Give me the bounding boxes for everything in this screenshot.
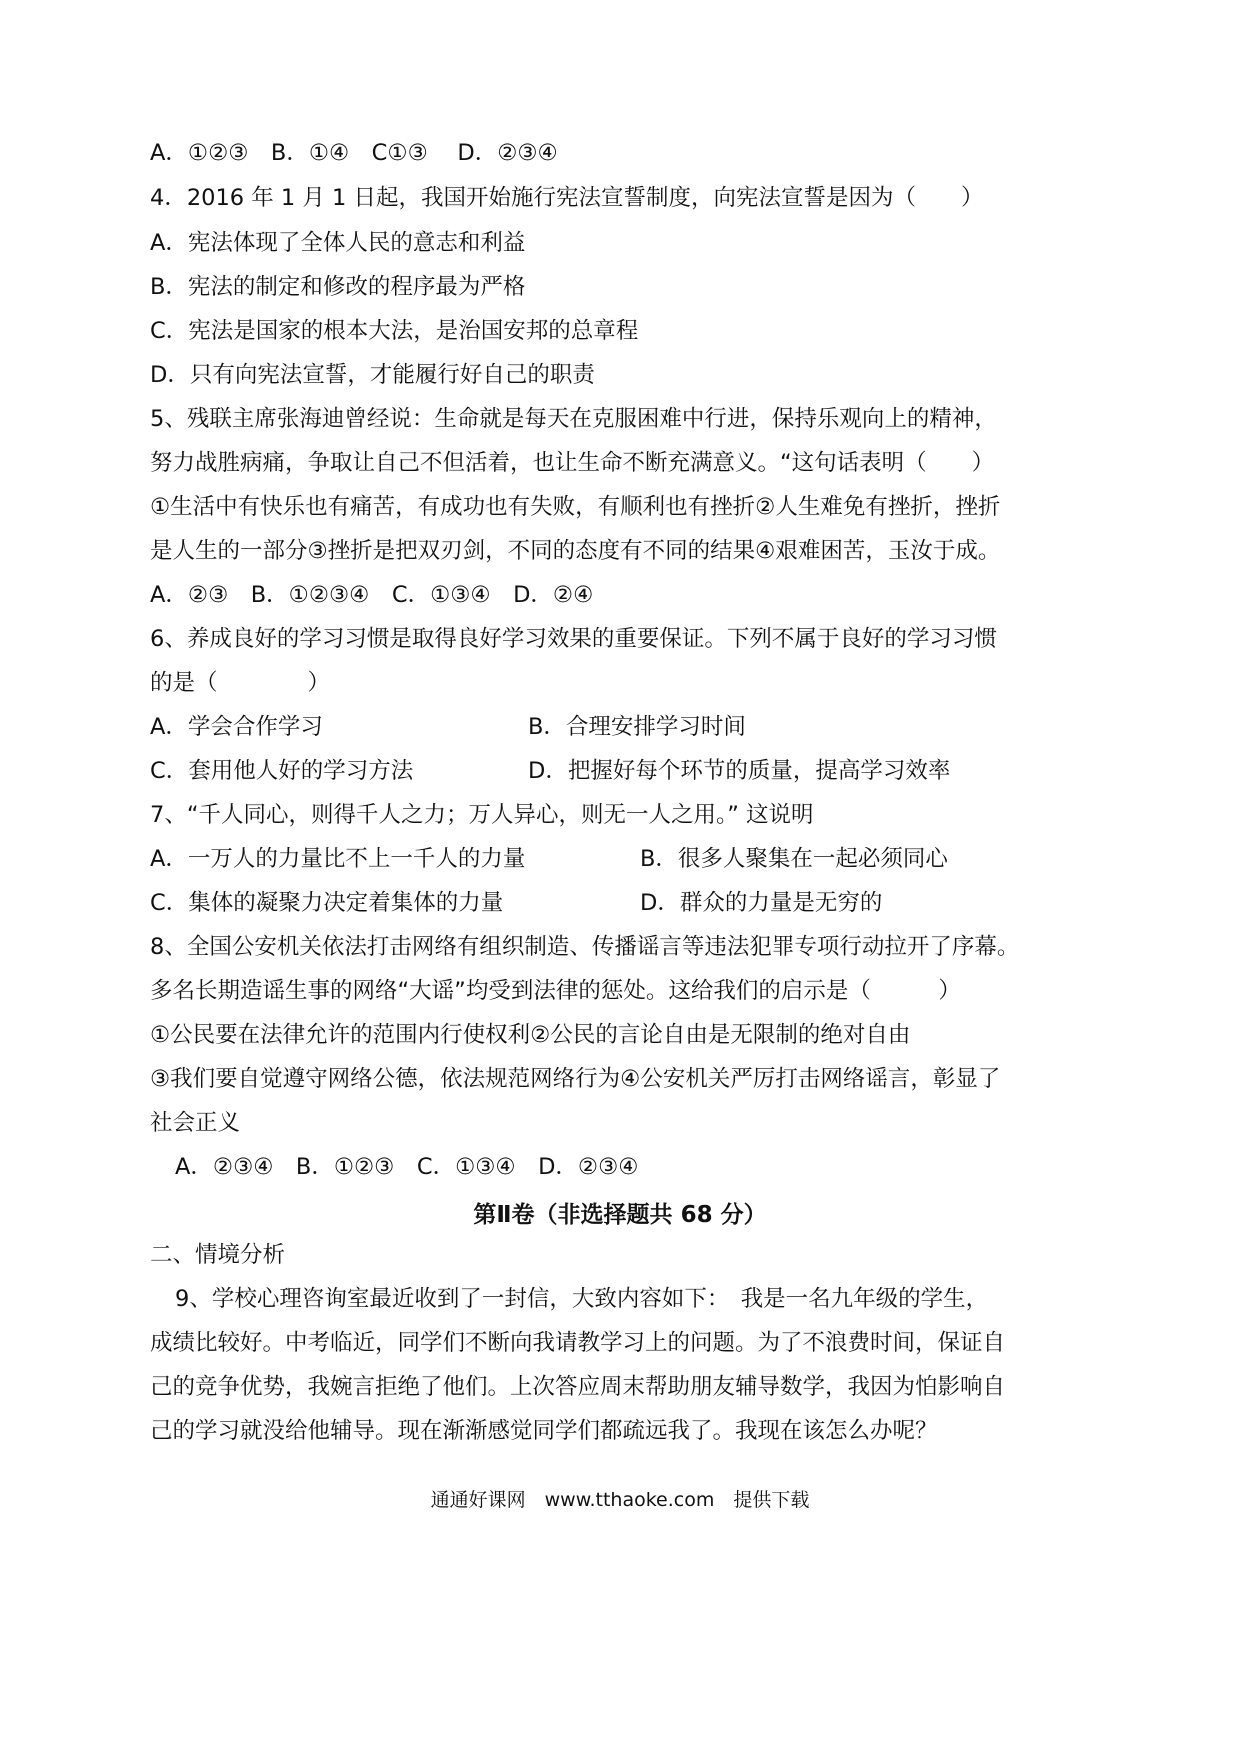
- q6-option-a: A．学会合作学习: [150, 714, 323, 740]
- q9-line1: 9、学校心理咨询室最近收到了一封信，大致内容如下： 我是一名九年级的学生，: [175, 1286, 989, 1312]
- q4-option-b: B．宪法的制定和修改的程序最为严格: [150, 274, 526, 300]
- q8-options: A．②③④ B．①②③ C．①③④ D．②③④: [175, 1154, 639, 1180]
- q6-stem-line1: 6、养成良好的学习习惯是取得良好学习效果的重要保证。下列不属于良好的学习习惯: [150, 626, 997, 652]
- q6-stem-line2: 的是（ ）: [150, 670, 331, 696]
- q4-option-a: A．宪法体现了全体人民的意志和利益: [150, 230, 526, 256]
- q9-line4: 己的学习就没给他辅导。现在渐渐感觉同学们都疏远我了。我现在该怎么办呢？: [150, 1418, 938, 1444]
- q6-option-b: B．合理安排学习时间: [528, 714, 746, 740]
- q5-stem-line1: 5、残联主席张海迪曾经说：生命就是每天在克服困难中行进，保持乐观向上的精神，: [150, 406, 997, 432]
- q5-stem-line2: 努力战胜病痛，争取让自己不但活着，也让生命不断充满意义。“这句话表明（ ）: [150, 450, 995, 476]
- q9-line2: 成绩比较好。中考临近，同学们不断向我请教学习上的问题。为了不浪费时间，保证自: [150, 1330, 1006, 1356]
- q8-statements-line2: ③我们要自觉遵守网络公德，依法规范网络行为④公安机关严厉打击网络谣言，彰显了: [150, 1066, 1001, 1092]
- q7-option-c: C．集体的凝聚力决定着集体的力量: [150, 890, 504, 916]
- q9-line3: 己的竞争优势，我婉言拒绝了他们。上次答应周末帮助朋友辅导数学，我因为怕影响自: [150, 1374, 1006, 1400]
- q5-statements-line1: ①生活中有快乐也有痛苦，有成功也有失败，有顺利也有挫折②人生难免有挫折，挫折: [150, 494, 1001, 520]
- q8-statements-line3: 社会正义: [150, 1110, 241, 1136]
- q3-options: A．①②③ B．①④ C①③ D．②③④: [150, 140, 558, 166]
- q6-option-c: C．套用他人好的学习方法: [150, 758, 414, 784]
- q4-option-c: C．宪法是国家的根本大法，是治国安邦的总章程: [150, 318, 639, 344]
- section-title: 第Ⅱ卷（非选择题共 68 分）: [473, 1202, 767, 1228]
- section-subheading: 二、情境分析: [150, 1242, 286, 1268]
- q8-stem-line2: 多名长期造谣生事的网络“大谣”均受到法律的惩处。这给我们的启示是（ ）: [150, 978, 961, 1004]
- q4-option-d: D．只有向宪法宣誓，才能履行好自己的职责: [150, 362, 595, 388]
- q7-option-a: A．一万人的力量比不上一千人的力量: [150, 846, 526, 872]
- q5-statements-line2: 是人生的一部分③挫折是把双刃剑，不同的态度有不同的结果④艰难困苦，玉汝于成。: [150, 538, 1001, 564]
- q6-option-d: D．把握好每个环节的质量，提高学习效率: [528, 758, 951, 784]
- page-footer: 通通好课网 www.tthaoke.com 提供下载: [430, 1489, 810, 1511]
- q7-option-b: B．很多人聚集在一起必须同心: [640, 846, 948, 872]
- q5-options: A．②③ B．①②③④ C．①③④ D．②④: [150, 582, 594, 608]
- q8-stem-line1: 8、全国公安机关依法打击网络有组织制造、传播谣言等违法犯罪专项行动拉开了序幕。: [150, 934, 1020, 960]
- q7-option-d: D．群众的力量是无穷的: [640, 890, 883, 916]
- q8-statements-line1: ①公民要在法律允许的范围内行使权利②公民的言论自由是无限制的绝对自由: [150, 1022, 911, 1048]
- q7-stem: 7、“千人同心，则得千人之力；万人异心，则无一人之用。” 这说明: [150, 802, 814, 828]
- q4-stem: 4．2016 年 1 月 1 日起，我国开始施行宪法宣誓制度，向宪法宣誓是因为（ ）: [150, 185, 984, 211]
